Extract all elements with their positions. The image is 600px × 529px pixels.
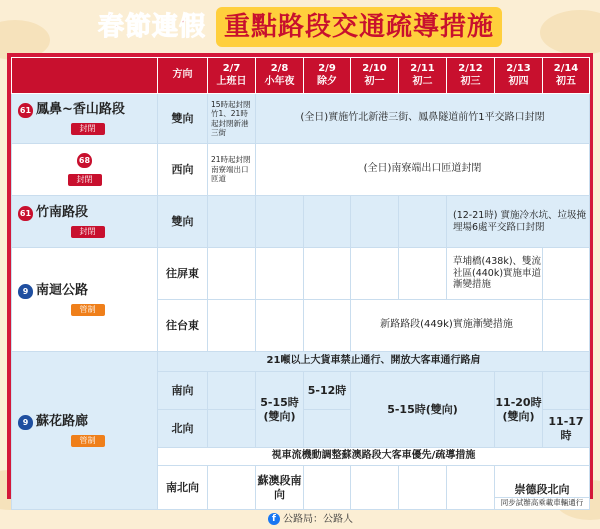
- table-row: [12, 248, 590, 300]
- direction-cell: 西向: [158, 144, 208, 196]
- title-part2: 重點路段交通疏導措施: [216, 7, 502, 47]
- schedule-board: [7, 53, 593, 507]
- header-date: 2/13 初四: [495, 58, 543, 94]
- band-note: 視車流機動調整蘇澳路段大客車優先/疏導措施: [158, 448, 590, 466]
- status-badge: 封閉: [71, 123, 105, 135]
- header-date: 2/12 初三: [447, 58, 495, 94]
- measure-note: (全日)實施竹北新港三街、鳳鼻隧道前竹1平交路口封閉: [256, 94, 590, 144]
- direction-cell: 南向: [158, 372, 208, 410]
- road-9-nanhui: 9 南迴公路 管制: [12, 248, 158, 352]
- table-row: [12, 352, 590, 372]
- direction-cell: 南北向: [158, 466, 208, 510]
- direction-cell: 雙向: [158, 94, 208, 144]
- table-row: [12, 94, 590, 144]
- header-date: 2/9 除夕: [304, 58, 351, 94]
- status-badge: 管制: [71, 304, 105, 316]
- status-badge: 封閉: [68, 174, 102, 186]
- road-68: [12, 144, 158, 196]
- highway-9-icon: 9: [18, 415, 33, 430]
- header-date: 2/7 上班日: [208, 58, 256, 94]
- day1-note: 15時起封閉竹1、21時起封閉新港三街: [208, 94, 256, 144]
- header-date: 2/11 初二: [399, 58, 447, 94]
- measure-note: 草埔橋(438k)、雙流社區(440k)實施車道漸變措施: [447, 248, 543, 300]
- status-badge: 管制: [71, 435, 105, 447]
- road-61-fengbi: 61 鳳鼻~香山路段 封閉: [12, 94, 158, 144]
- page-title: [0, 4, 600, 50]
- header-date: 2/10 初一: [351, 58, 399, 94]
- measure-subnote: 同步試辦高乘載車輛通行: [495, 498, 590, 510]
- time-window: 5-15時(雙向): [351, 372, 495, 448]
- time-window: 11-17時: [543, 410, 590, 448]
- road-61-zhunan: 61 竹南路段 封閉: [12, 196, 158, 248]
- facebook-icon: f: [268, 513, 280, 525]
- direction-cell: 往台東: [158, 300, 208, 352]
- road-9-suhua: 9 蘇花路廊 管制: [12, 352, 158, 510]
- time-window: 5-12時: [304, 372, 351, 410]
- highway-9-icon: 9: [18, 284, 33, 299]
- table-header: [12, 58, 590, 94]
- status-badge: 封閉: [71, 226, 105, 238]
- measure-note: (12-21時) 實施冷水坑、垃圾掩埋場6處平交路口封閉: [447, 196, 590, 248]
- title-part1: 春節連假: [97, 12, 206, 42]
- highway-61-icon: 61: [18, 103, 33, 118]
- highway-61-icon: 61: [18, 206, 33, 221]
- time-window: 5-15時(雙向): [256, 372, 304, 448]
- highway-68-icon: 68: [77, 153, 92, 168]
- header-date: 2/14 初五: [543, 58, 590, 94]
- table-row: [12, 144, 590, 196]
- header-blank: [12, 58, 158, 94]
- header-date: 2/8 小年夜: [256, 58, 304, 94]
- direction-cell: 北向: [158, 410, 208, 448]
- measure-note: (全日)南寮端出口匝道封閉: [256, 144, 590, 196]
- direction-cell: 往屏東: [158, 248, 208, 300]
- time-window: 11-20時(雙向): [495, 372, 543, 448]
- schedule-table: [11, 57, 590, 510]
- table-row: [12, 196, 590, 248]
- measure-note: 崇德段北向: [495, 466, 590, 498]
- measure-note: 蘇澳段南向: [256, 466, 304, 510]
- measure-note: 新路路段(449k)實施漸變措施: [351, 300, 543, 352]
- day1-note: 21時起封閉南寮端出口匝道: [208, 144, 256, 196]
- footer-credit: f 公路局：公路人: [268, 510, 353, 525]
- header-direction: 方向: [158, 58, 208, 94]
- direction-cell: 雙向: [158, 196, 208, 248]
- band-note: 21噸以上大貨車禁止通行、開放大客車通行路肩: [158, 352, 590, 372]
